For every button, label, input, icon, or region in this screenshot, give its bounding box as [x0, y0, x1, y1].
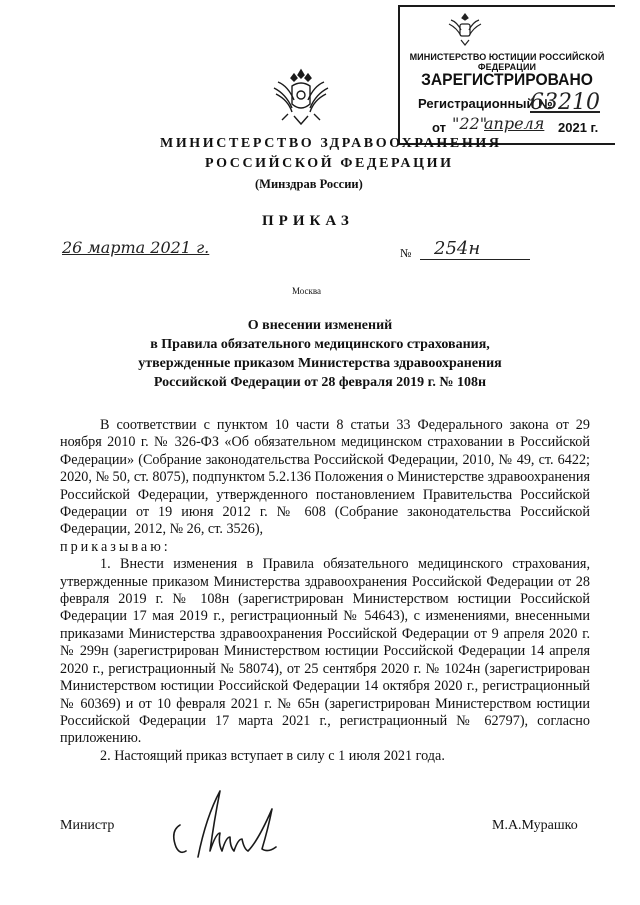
number-sign: № — [400, 246, 412, 260]
title-line: в Правила обязательного медицинского страхования, — [150, 337, 490, 352]
preamble-paragraph: В соответствии с пунктом 10 части 8 статьи 33 Федерального закона от 29 ноября 2010 г. № 326-ФЗ «Об обязательном медицинском страховании в Российской Федерации» (Собрание законодательства Российской Федерации, 2010, № 49, ст. 6422; 2020, № 50, ст. 8075), подпунктом 5.2.136 Положения о Министерстве здравоохранения Российской Федерации, утвержденного постановлением Правительства Российской Федерации от 19 июня 2012 г. № 608 (Собрание законодательства Российской Федерации, 2012, № 26, ст. 3526), — [60, 417, 590, 538]
signatory-name: М.А.Мурашко — [492, 818, 578, 833]
stamp-reg-number: 63210 — [530, 90, 600, 115]
ministry-short-name: (Минздрав России) — [255, 177, 363, 191]
document-body — [60, 417, 590, 765]
document-title — [60, 316, 580, 392]
stamp-day: "22" — [452, 114, 488, 133]
item-1-paragraph: 1. Внести изменения в Правила обязательного медицинского страхования, утвержденные приказом Министерства здравоохранения Российской Федерации от 28 февраля 2019 г. № 108н (зарегистрирован Министерством юстиции Российской Федерации 17 мая 2019 г., регистрационный № 54643), с изменениями, внесенными приказами Министерства здравоохранения Российской Федерации от 9 апреля 2020 г. № 299н (зарегистрирован Министерством юстиции Российской Федерации 14 апреля 2020 г., регистрационный № 58074), от 25 сентября 2020 г. № 1024н (зарегистрирован Министерством юстиции Российской Федерации 14 октября 2020 г., регистрационный № 60369) и от 10 февраля 2021 г. № 65н (зарегистрирован Министерством юстиции Российской Федерации 17 марта 2021 г., регистрационный № 62797), согласно приложению. — [60, 556, 590, 747]
stamp-ministry: МИНИСТЕРСТВО ЮСТИЦИИ РОССИЙСКОЙ ФЕДЕРАЦИИ — [409, 52, 605, 72]
city: Москва — [292, 286, 321, 296]
stamp-date-prefix: от — [432, 120, 446, 135]
handwritten-signature — [168, 785, 318, 870]
stamp-title: ЗАРЕГИСТРИРОВАНО — [421, 70, 593, 89]
doc-type: ПРИКАЗ — [262, 213, 354, 229]
coat-of-arms-icon — [270, 68, 332, 128]
signatory-position: Министр — [60, 818, 115, 833]
title-line: Российской Федерации от 28 февраля 2019 г. № 108н — [153, 375, 487, 390]
item-2-paragraph: 2. Настоящий приказ вступает в силу с 1 июля 2021 года. — [100, 747, 445, 764]
order-number — [420, 238, 530, 260]
stamp-month: апреля — [484, 114, 545, 133]
title-line: утвержденные приказом Министерства здравоохранения — [138, 356, 502, 371]
ministry-name-line2: РОССИЙСКОЙ ФЕДЕРАЦИИ — [205, 156, 454, 171]
stamp-year: 2021 г. — [558, 120, 599, 135]
ministry-name-line1: МИНИСТЕРСТВО ЗДРАВООХРАНЕНИЯ — [160, 136, 502, 151]
stamp-reg-label: Регистрационный № — [418, 96, 553, 111]
order-date: 26 марта 2021 г. — [62, 238, 210, 257]
order-word: приказываю: — [60, 538, 171, 555]
title-line: О внесении изменений — [247, 318, 393, 333]
order-number-text: 254н — [434, 238, 481, 259]
stamp-eagle-emblem-icon — [445, 10, 485, 48]
